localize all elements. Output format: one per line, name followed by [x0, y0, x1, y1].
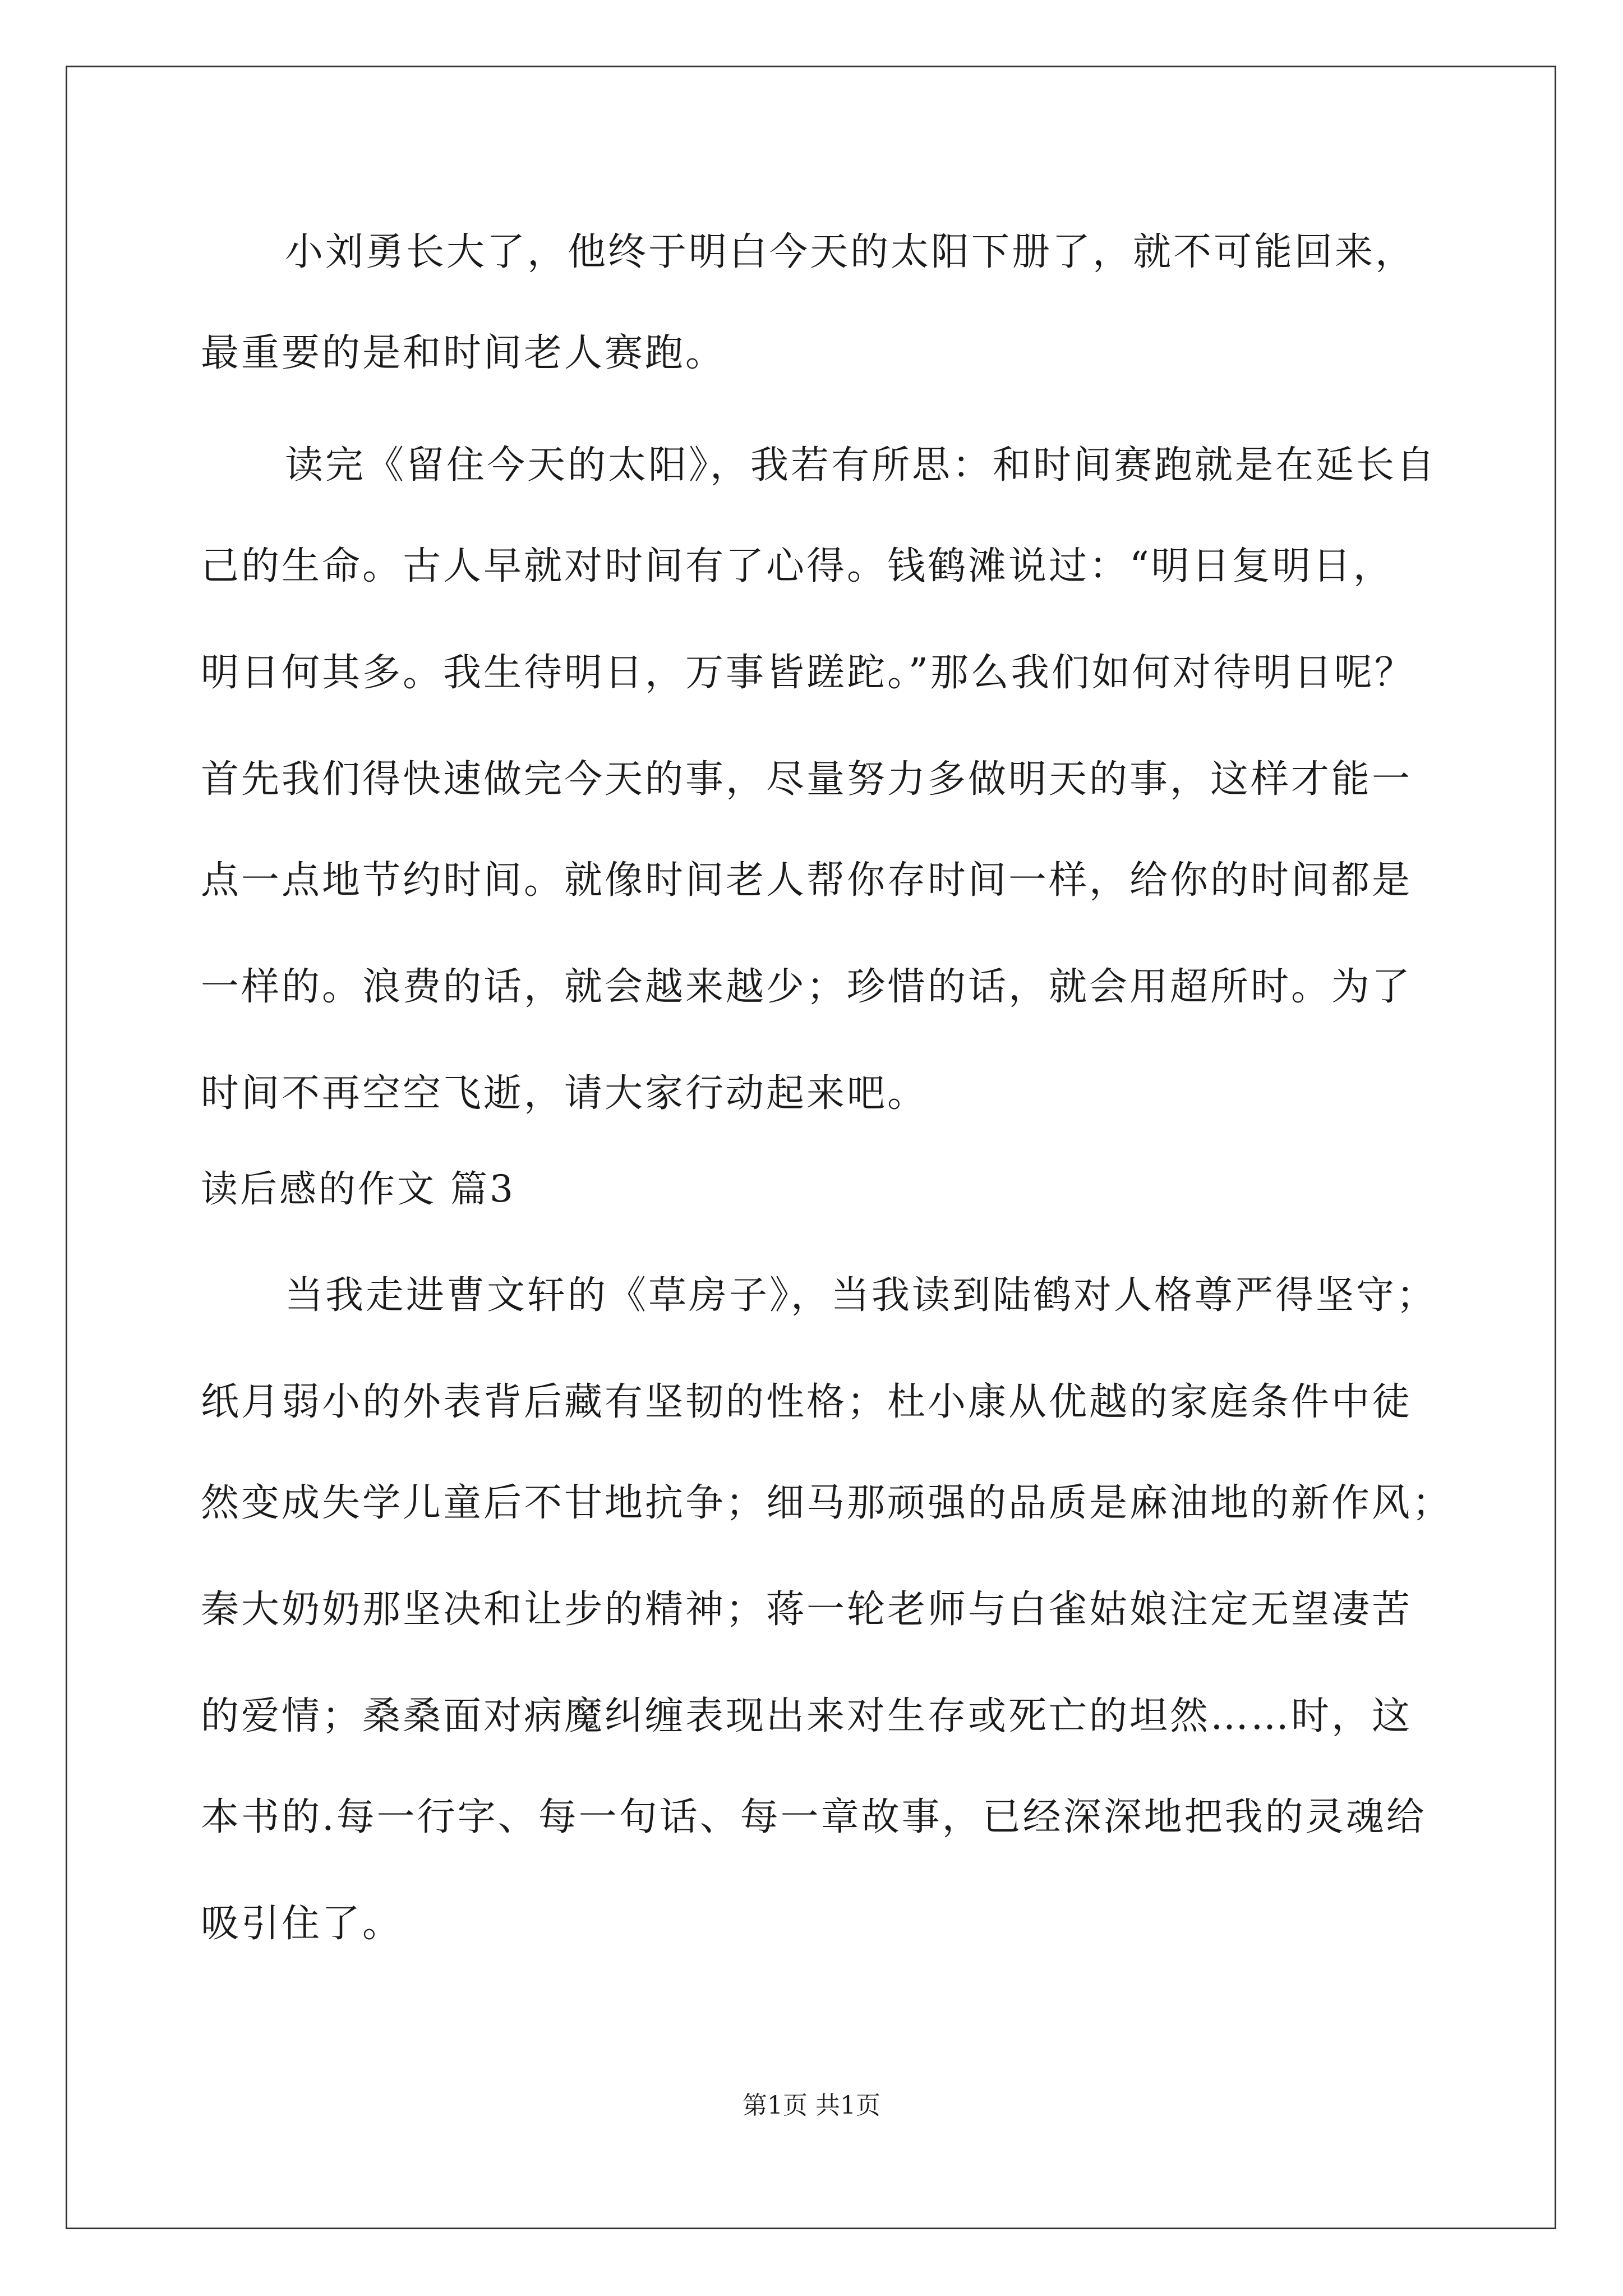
paragraph-2-line-4: 首先我们得快速做完今天的事，尽量努力多做明天的事，这样才能一	[201, 757, 1413, 802]
paragraph-2-line-2: 己的生命。古人早就对时间有了心得。钱鹤滩说过：“明日复明日，	[201, 544, 1394, 588]
paragraph-2-line-1: 读完《留住今天的太阳》，我若有所思：和时间赛跑就是在延长自	[285, 443, 1437, 487]
paragraph-3-line-7: 吸引住了。	[201, 1902, 403, 1946]
paragraph-2-line-6: 一样的。浪费的话，就会越来越少；珍惜的话，就会用超所时。为了	[201, 965, 1413, 1009]
paragraph-3-line-5: 的爱情；桑桑面对病魔纠缠表现出来对生存或死亡的坦然……时，这	[201, 1694, 1413, 1738]
paragraph-3-line-2: 纸月弱小的外表背后藏有坚韧的性格；杜小康从优越的家庭条件中徒	[201, 1380, 1413, 1424]
paragraph-3-line-4: 秦大奶奶那坚决和让步的精神；蒋一轮老师与白雀姑娘注定无望凄苦	[201, 1588, 1413, 1632]
paragraph-3-line-6: 本书的.每一行字、每一句话、每一章故事，已经深深地把我的灵魂给	[201, 1795, 1427, 1839]
paragraph-2-line-7: 时间不再空空飞逝，请大家行动起来吧。	[201, 1071, 928, 1116]
paragraph-1-line-2: 最重要的是和时间老人赛跑。	[201, 331, 726, 375]
paragraph-2-line-5: 点一点地节约时间。就像时间老人帮你存时间一样，给你的时间都是	[201, 858, 1413, 903]
paragraph-3-line-3: 然变成失学儿童后不甘地抗争；细马那顽强的品质是麻油地的新作风；	[201, 1481, 1453, 1525]
paragraph-2-line-3: 明日何其多。我生待明日，万事皆蹉跎。”那么我们如何对待明日呢？	[201, 651, 1415, 695]
paragraph-1-line-1: 小刘勇长大了，他终于明白今天的太阳下册了，就不可能回来，	[285, 230, 1416, 274]
section-heading: 读后感的作文 篇3	[201, 1167, 515, 1211]
page-footer: 第1页 共1页	[743, 2091, 880, 2120]
paragraph-3-line-1: 当我走进曹文轩的《草房子》，当我读到陆鹤对人格尊严得坚守；	[285, 1273, 1437, 1318]
